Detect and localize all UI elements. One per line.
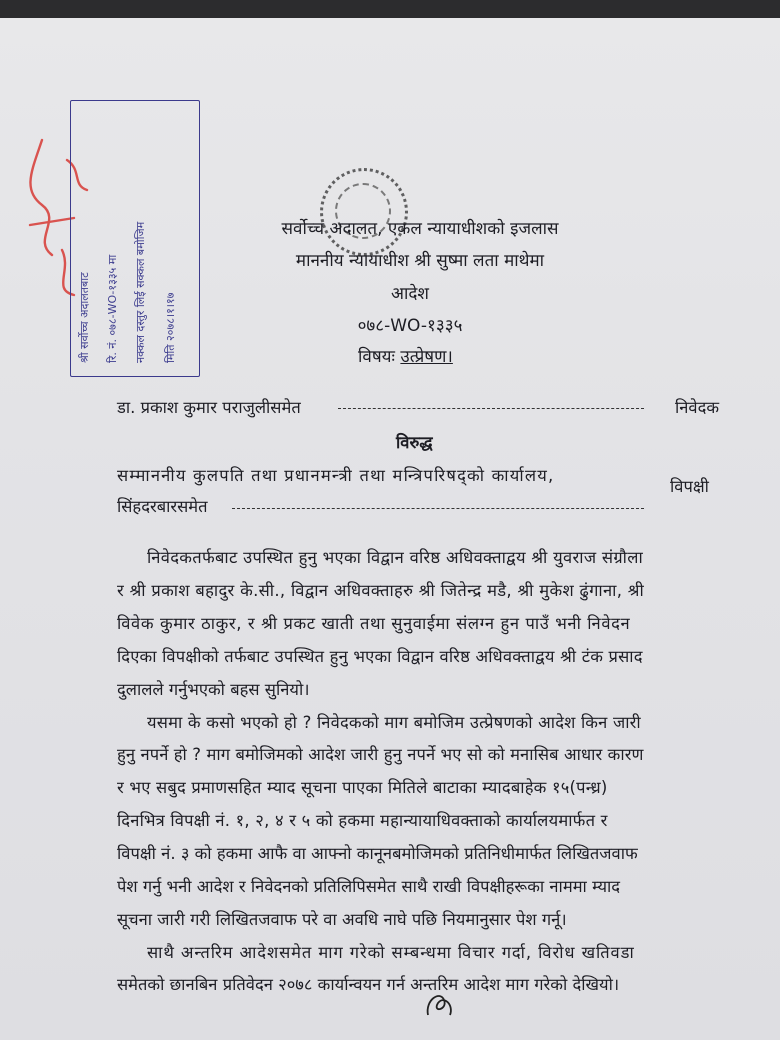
page-top-edge [0, 0, 780, 18]
respondent-dashes [232, 508, 644, 509]
para1-line: दिएका विपक्षीको तर्फबाट उपस्थित हुनु भएका विद्वान वरिष्ठ अधिवक्ताद्वय श्री टंक प्रसाद [117, 647, 643, 666]
para1-line: दुलालले गर्नुभएको बहस सुनियो। [117, 680, 310, 699]
para2-line: पेश गर्नु भनी आदेश र निवेदनको प्रतिलिपिसमेत साथै राखी विपक्षीहरूका नाममा म्याद [117, 877, 621, 896]
para1-line: र श्री प्रकाश बहादुर के.सी., विद्वान अधिवक्ताहरु श्री जितेन्द्र मडै, श्री मुकेश ढुंगाना, श्री [117, 581, 645, 600]
subject-prefix: विषयः [358, 347, 395, 367]
para2-line: विपक्षी नं. ३ को हकमा आफै वा आफ्नो कानूनबमोजिमको प्रतिनिधीमार्फत लिखितजवाफ [117, 844, 638, 863]
petitioner-name: डा. प्रकाश कुमार पराजुलीसमेत [117, 398, 301, 417]
para2-line: दिनभित्र विपक्षी नं. १, २, ४ र ५ को हकमा महान्यायाधिवक्ताको कार्यालयमार्फत र [117, 811, 608, 830]
stamp-line-1: श्री सर्वोच्च अदालतबाट [78, 272, 91, 363]
court-seal [320, 168, 408, 256]
judge-name: माननीय न्यायाधीश श्री सुष्मा लता माथेमा [295, 251, 545, 271]
order-heading: आदेश [391, 284, 429, 304]
para2-line: हुनु नपर्ने हो ? माग बमोजिमको आदेश जारी हुनु नपर्ने भए सो को मनासिब आधार कारण [117, 745, 644, 764]
bench-title: सर्वोच्च अदालत, एकल न्यायाधीशको इजलास [281, 219, 559, 239]
subject-line [358, 344, 453, 367]
para2-line: र भए सबुद प्रमाणसहित म्याद सूचना पाएका मितिले बाटाका म्यादबाहेक १५(पन्ध्र) [117, 778, 608, 797]
respondent-line-1: सम्माननीय कुलपति तथा प्रधानमन्त्री तथा मन्त्रिपरिषद्को कार्यालय, [117, 466, 555, 485]
stamp-line-3: नक्कल दस्तुर लिई सक्कल बमोजिम [134, 221, 147, 363]
versus-label: विरुद्ध [396, 433, 433, 452]
signature-scribble [420, 985, 460, 1025]
petitioner-role: निवेदक [675, 398, 720, 417]
para1-line: निवेदकतर्फबाट उपस्थित हुनु भएका विद्वान वरिष्ठ अधिवक्ताद्वय श्री युवराज संग्रौला [147, 548, 644, 567]
stamp-line-4: मिति २०७८।१।१७ [164, 292, 177, 363]
stamp-line-2: रि. नं. ०७८-WO-१३३५ मा [106, 254, 119, 363]
respondent-line-2: सिंहदरबारसमेत [117, 497, 208, 516]
para2-line: यसमा के कसो भएको हो ? निवेदकको माग बमोजिम उत्प्रेषणको आदेश किन जारी [147, 713, 641, 732]
para2-line: सूचना जारी गरी लिखितजवाफ परे वा अवधि नाघे पछि नियमानुसार पेश गर्नू। [117, 910, 567, 929]
para1-line: विवेक कुमार ठाकुर, र श्री प्रकट खाती तथा सुनुवाईमा संलग्न हुन पाउँ भनी निवेदन [117, 614, 631, 633]
respondent-role: विपक्षी [670, 477, 709, 496]
para3-line: साथै अन्तरिम आदेशसमेत माग गरेको सम्बन्धमा विचार गर्दा, विरोध खतिवडा [147, 943, 635, 962]
case-number: ०७८-WO-१३३५ [357, 316, 463, 336]
subject-value: उत्प्रेषण। [400, 347, 453, 367]
petitioner-dashes [338, 408, 644, 409]
para3-line: समेतको छानबिन प्रतिवेदन २०७८ कार्यान्वयन गर्न अन्तरिम आदेश माग गरेको देखियो। [117, 975, 620, 994]
